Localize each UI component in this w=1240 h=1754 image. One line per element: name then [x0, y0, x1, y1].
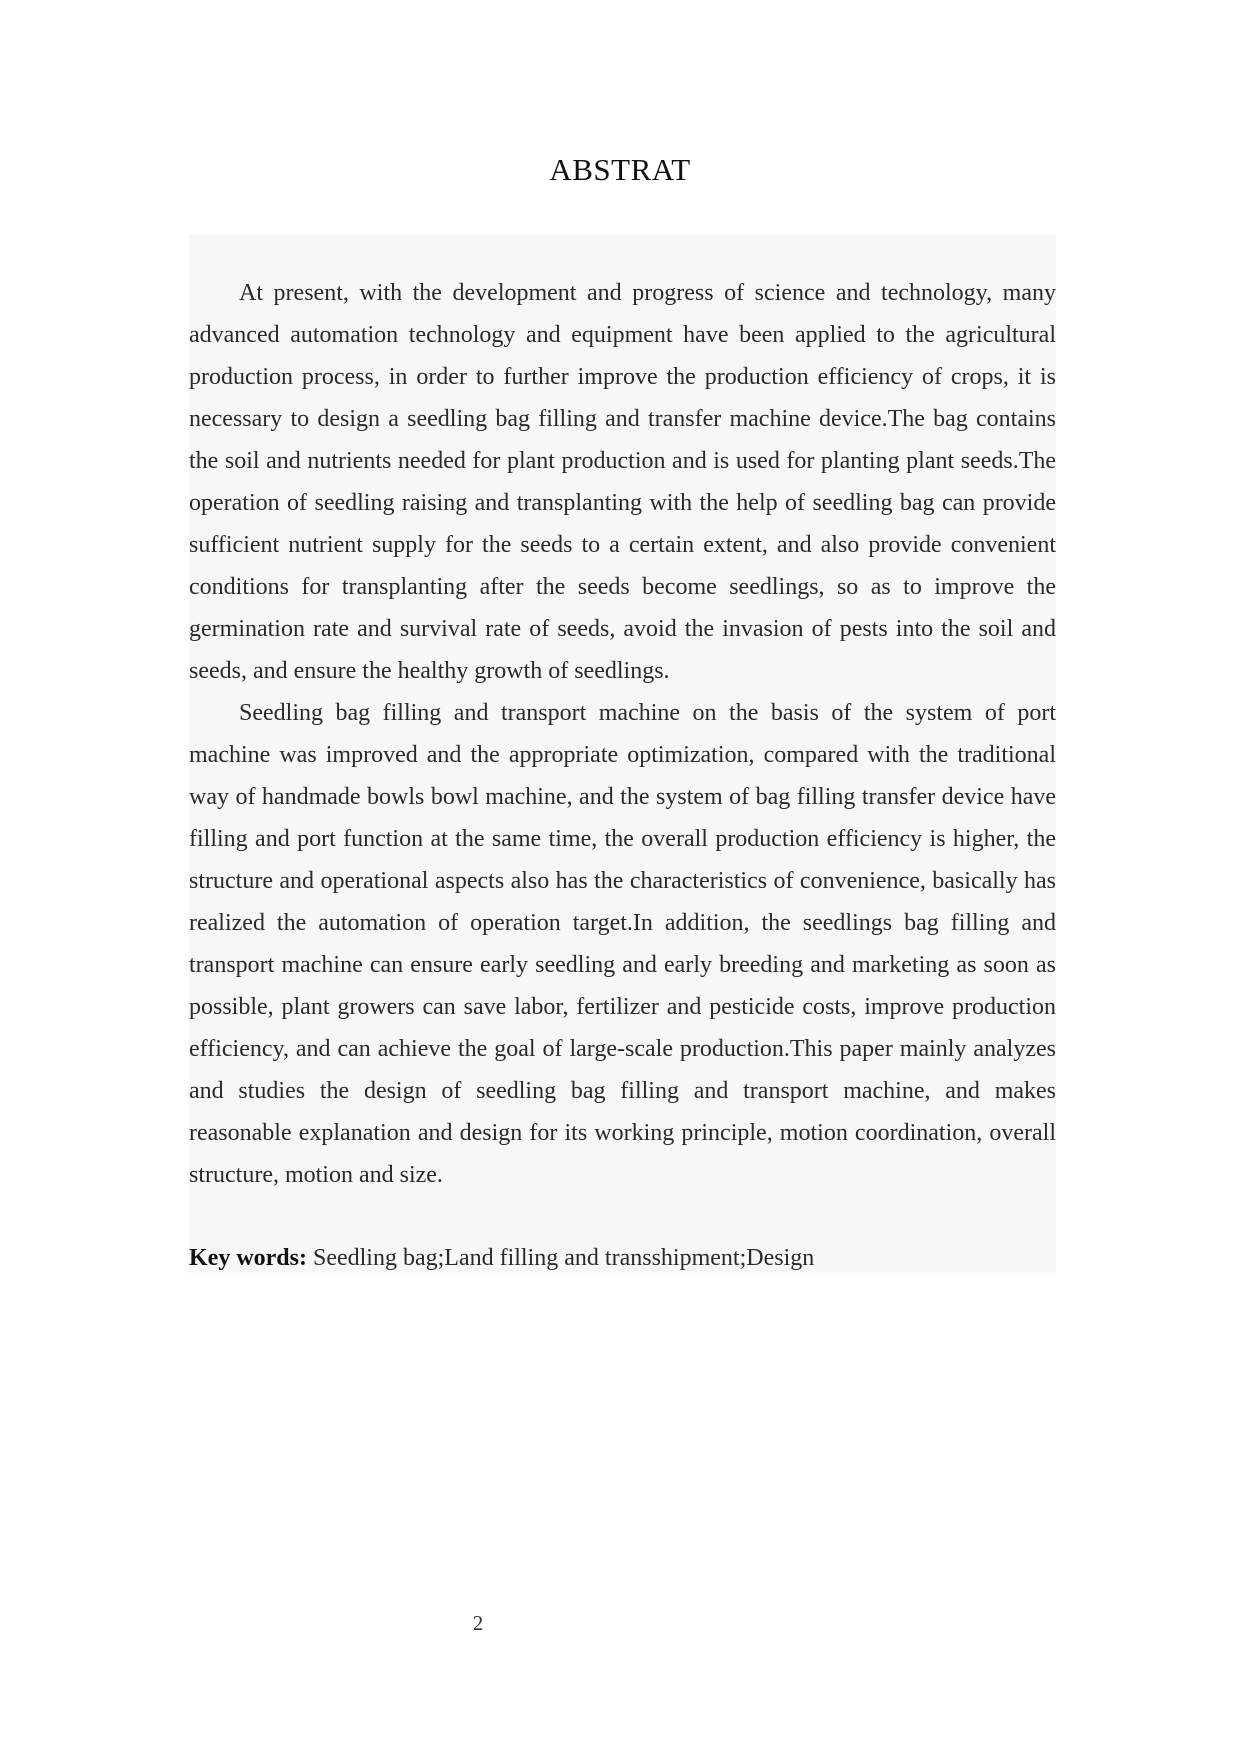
abstract-paragraph-2: Seedling bag filling and transport machine on the basis of the system of port machine was improved and the appropriate optimization, compared with the traditional way of handmade bowls bowl machine, and the system of bag filling transfer device have filling and port function at the same time, the overall production efficiency is higher, the structure and operational aspects also has the characteristics of convenience, basically has realized the automation of operation target.In addition, the seedlings bag filling and transport machine can ensure early seedling and early breeding and marketing as soon as possible, plant growers can save labor, fertilizer and pesticide costs, improve production efficiency, and can achieve the goal of large-scale production.This paper mainly analyzes and studies the design of seedling bag filling and transport machine, and makes reasonable explanation and design for its working principle, motion coordination, overall structure, motion and size.	[189, 700, 1056, 1188]
keywords-value: Seedling bag;Land filling and transshipment;Design	[312, 1245, 815, 1271]
keywords-line	[189, 1237, 1056, 1279]
abstract-body	[189, 272, 1056, 1196]
keywords-label: Key words:	[189, 1245, 307, 1271]
abstract-title: ABSTRAT	[549, 152, 691, 187]
page-number: 2	[472, 1611, 484, 1635]
abstract-paragraph-1: At present, with the development and progress of science and technology, many advanced automation technology and equipment have been applied to the agricultural production process, in order to further improve the production efficiency of crops, it is necessary to design a seedling bag filling and transfer machine device.The bag contains the soil and nutrients needed for plant production and is used for planting plant seeds.The operation of seedling raising and transplanting with the help of seedling bag can provide sufficient nutrient supply for the seeds to a certain extent, and also provide convenient conditions for transplanting after the seeds become seedlings, so as to improve the germination rate and survival rate of seeds, avoid the invasion of pests into the soil and seeds, and ensure the healthy growth of seedlings.	[189, 280, 1056, 684]
